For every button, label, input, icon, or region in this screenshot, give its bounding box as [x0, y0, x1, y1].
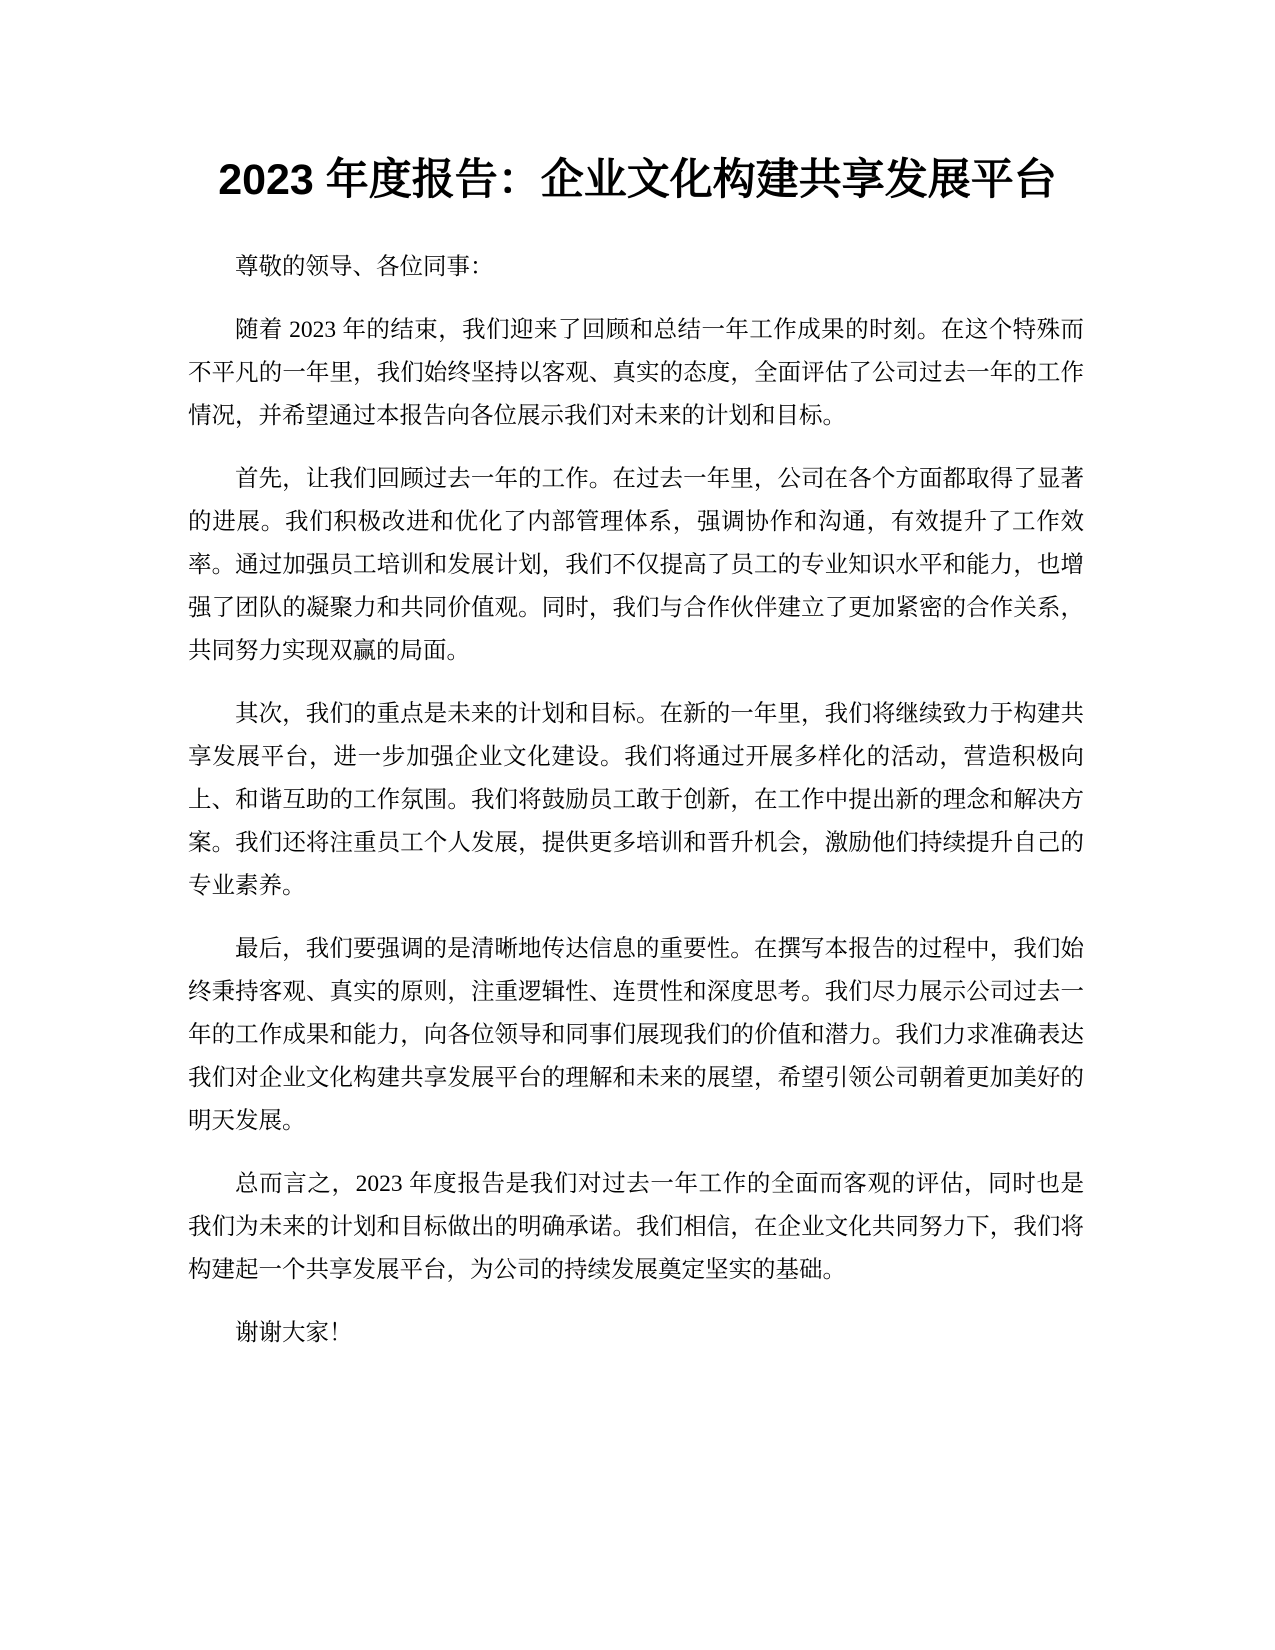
document-title: 2023 年度报告：企业文化构建共享发展平台 — [218, 156, 1057, 204]
body-paragraph: 随着 2023 年的结束，我们迎来了回顾和总结一年工作成果的时刻。在这个特殊而不平凡的一年里，我们始终坚持以客观、真实的态度，全面评估了公司过去一年的工作情况，并希望通过本报告向各位展示我们对未来的计划和目标。 — [188, 317, 1084, 429]
greeting-paragraph: 尊敬的领导、各位同事： — [235, 254, 494, 280]
body-paragraph: 总而言之，2023 年度报告是我们对过去一年工作的全面而客观的评估，同时也是我们为未来的计划和目标做出的明确承诺。我们相信，在企业文化共同努力下，我们将构建起一个共享发展平台，为公司的持续发展奠定坚实的基础。 — [188, 1171, 1084, 1283]
body-paragraph: 其次，我们的重点是未来的计划和目标。在新的一年里，我们将继续致力于构建共享发展平台，进一步加强企业文化建设。我们将通过开展多样化的活动，营造积极向上、和谐互助的工作氛围。我们将鼓励员工敢于创新，在工作中提出新的理念和解决方案。我们还将注重员工个人发展，提供更多培训和晋升机会，激励他们持续提升自己的专业素养。 — [188, 701, 1084, 899]
closing-paragraph: 谢谢大家！ — [235, 1320, 353, 1346]
document-body — [188, 246, 1084, 1375]
body-paragraph: 首先，让我们回顾过去一年的工作。在过去一年里，公司在各个方面都取得了显著的进展。我们积极改进和优化了内部管理体系，强调协作和沟通，有效提升了工作效率。通过加强员工培训和发展计划，我们不仅提高了员工的专业知识水平和能力，也增强了团队的凝聚力和共同价值观。同时，我们与合作伙伴建立了更加紧密的合作关系，共同努力实现双赢的局面。 — [188, 466, 1084, 664]
body-paragraph: 最后，我们要强调的是清晰地传达信息的重要性。在撰写本报告的过程中，我们始终秉持客观、真实的原则，注重逻辑性、连贯性和深度思考。我们尽力展示公司过去一年的工作成果和能力，向各位领导和同事们展现我们的价值和潜力。我们力求准确表达我们对企业文化构建共享发展平台的理解和未来的展望，希望引领公司朝着更加美好的明天发展。 — [188, 936, 1084, 1134]
